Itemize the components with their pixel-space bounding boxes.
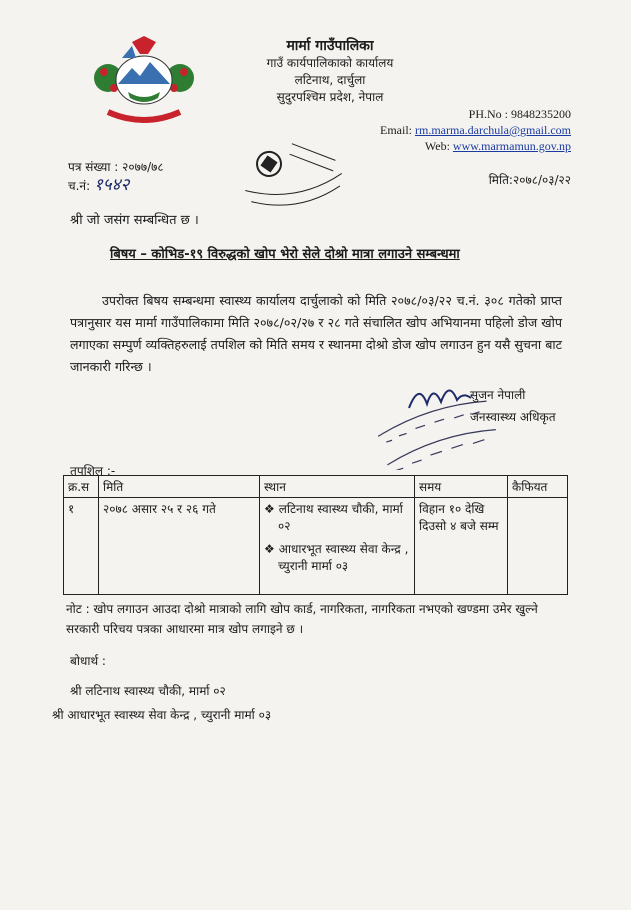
chana-label: च.नं: (68, 179, 91, 193)
chana-value: १५४२ (93, 175, 130, 195)
cc-item: श्री आधारभूत स्वास्थ्य सेवा केन्द्र , च्युरानी मार्मा ०३ (52, 708, 272, 722)
email-link[interactable]: rm.marma.darchula@gmail.com (415, 123, 571, 137)
col-remarks: कैफियत (508, 476, 568, 498)
body-paragraph: उपरोक्त बिषय सम्बन्धमा स्वास्थ्य कार्यालय दार्चुलाको को मिति २०७८/०३/२२ च.नं. ३०८ गतेको प्राप्त पत्रानुसार यस मार्मा गाउँपालिकामा मिति २०७८/०२/२७ र २८ गते संचालित खोप अभियानमा पहिलो डोज खोप लगाएका सम्पुर्ण व्यक्तिहरुलाई तपशिल को मिति समय र स्थानमा दोश्रो डोज खोप लगाउन हुन यसै सुचना बाट जानकारी गरिन्छ । (70, 293, 562, 374)
office-name: मार्मा गाउँपालिका (286, 38, 374, 54)
cc-item: श्री लटिनाथ स्वास्थ्य चौकी, मार्मा ०२ (70, 684, 226, 698)
patra-value: २०७७/७८ (122, 160, 164, 174)
contact-block (380, 106, 571, 154)
col-place: स्थान (260, 476, 415, 498)
subject-line: बिषय – कोभिड-१९ विरुद्धको खोप भेरो सेले दोश्रो मात्रा लगाउने सम्बन्धमा (110, 247, 460, 262)
cell-date: २०७८ असार २५ र २६ गते (99, 498, 260, 595)
schedule-table (63, 475, 568, 595)
office-stamp (238, 138, 348, 220)
signatory-role: जनस्वास्थ्य अधिकृत (470, 410, 556, 424)
office-province: सुदुरपश्चिम प्रदेश, नेपाल (276, 90, 384, 104)
reference-block (68, 158, 164, 195)
place-2: आधारभूत स्वास्थ्य सेवा केन्द्र , च्युरानी मार्मा ०३ (278, 542, 409, 573)
web-label: Web: (424, 139, 453, 153)
office-address: लटिनाथ, दार्चुला (294, 73, 366, 87)
place-1: लटिनाथ स्वास्थ्य चौकी, मार्मा ०२ (278, 502, 403, 533)
signatory-block (470, 384, 556, 428)
signatory-name: सुजन नेपाली (470, 388, 526, 402)
bodhartha-label: बोधार्थ : (70, 654, 106, 668)
col-sn: क्र.स (64, 476, 99, 498)
office-subtitle: गाउँ कार्यपालिकाको कार्यालय (266, 56, 394, 70)
table-header-row (64, 476, 568, 498)
recipient: श्री जो जसंग सम्बन्धित छ । (70, 213, 199, 228)
col-time: समय (415, 476, 508, 498)
email-label: Email: (380, 123, 415, 137)
cell-remarks (508, 498, 568, 595)
cell-sn: १ (64, 498, 99, 595)
cell-place (260, 498, 415, 595)
patra-label: पत्र संख्या : (68, 160, 119, 174)
bullet-icon: ❖ (264, 502, 275, 516)
note: नोट : खोप लगाउन आउदा दोश्रो मात्राको लागि खोप कार्ड, नागरिकता, नागरिकता नभएको खण्डमा उमेर खुल्ने सरकारी परिचय पत्रका आधारमा मात्र खोप लगाइने छ । (66, 602, 538, 636)
nepal-emblem-logo (88, 32, 200, 128)
letter-date: मिति:२०७८/०३/२२ (488, 173, 571, 187)
phone-number: PH.No : 9848235200 (468, 107, 571, 121)
bullet-icon: ❖ (264, 542, 275, 556)
col-date: मिति (99, 476, 260, 498)
letterhead (250, 38, 410, 106)
table-row (64, 498, 568, 595)
cell-time: विहान १० देखि दिउसो ४ बजे सम्म (415, 498, 508, 595)
web-link[interactable]: www.marmamun.gov.np (452, 139, 571, 153)
tapsil-label: तपशिल :- (70, 464, 116, 478)
